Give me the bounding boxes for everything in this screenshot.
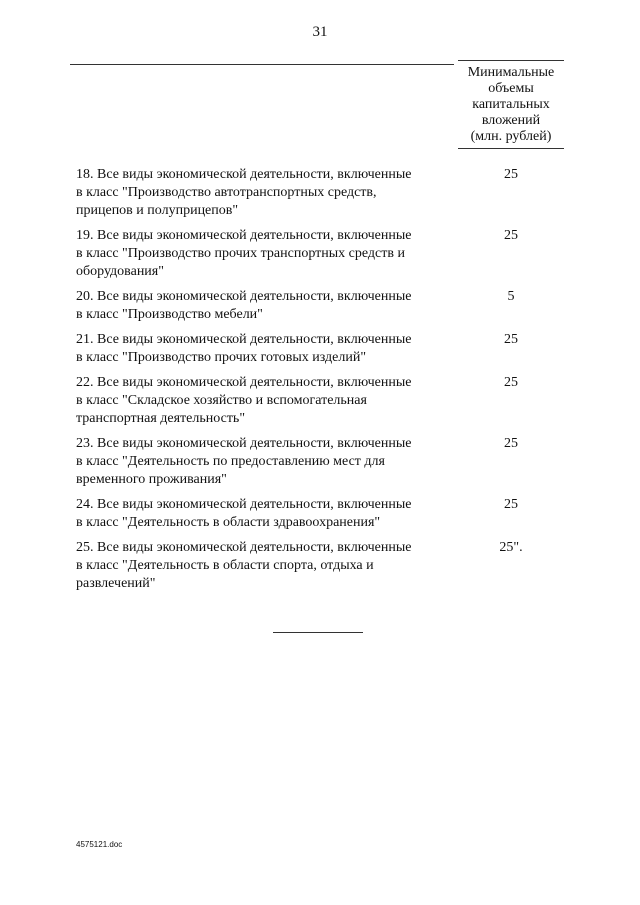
table-row <box>76 166 566 220</box>
row-activity-text: 25. Все виды экономической деятельности, включенные в класс "Деятельность в области спорта, отдыха и развлечений" <box>76 540 412 591</box>
page-number: 31 <box>312 24 328 40</box>
table-row <box>76 331 566 367</box>
row-activity-text: 18. Все виды экономической деятельности, включенные в класс "Производство автотранспортных средств, прицепов и полуприцепов" <box>76 167 412 218</box>
row-value: 25 <box>504 167 518 182</box>
row-value: 25 <box>504 332 518 347</box>
row-activity-text: 19. Все виды экономической деятельности, включенные в класс "Производство прочих транспортных средств и оборудования" <box>76 228 412 279</box>
table-row <box>76 227 566 281</box>
table-row <box>76 288 566 324</box>
row-value: 5 <box>507 289 515 304</box>
table-body <box>76 166 566 600</box>
row-value: 25 <box>504 375 518 390</box>
row-value: 25". <box>499 540 523 555</box>
row-activity-text: 24. Все виды экономической деятельности, включенные в класс "Деятельность в области здравоохранения" <box>76 497 412 530</box>
table-row <box>76 539 566 593</box>
row-activity-text: 23. Все виды экономической деятельности, включенные в класс "Деятельность по предоставлению мест для временного проживания" <box>76 436 412 487</box>
row-value: 25 <box>504 497 518 512</box>
document-file-id: 4575121.doc <box>76 840 123 849</box>
table-row <box>76 496 566 532</box>
column-header-min-investment: Минимальные объемы капитальных вложений (млн. рублей) <box>458 60 564 149</box>
row-activity-text: 20. Все виды экономической деятельности, включенные в класс "Производство мебели" <box>76 289 412 322</box>
table-row <box>76 374 566 428</box>
table-row <box>76 435 566 489</box>
header-rule <box>70 64 454 65</box>
row-value: 25 <box>504 436 518 451</box>
end-of-table-divider <box>273 632 363 633</box>
row-activity-text: 21. Все виды экономической деятельности, включенные в класс "Производство прочих готовых изделий" <box>76 332 412 365</box>
row-value: 25 <box>504 228 518 243</box>
row-activity-text: 22. Все виды экономической деятельности, включенные в класс "Складское хозяйство и вспомогательная транспортная деятельность" <box>76 375 412 426</box>
table-header <box>70 60 564 150</box>
